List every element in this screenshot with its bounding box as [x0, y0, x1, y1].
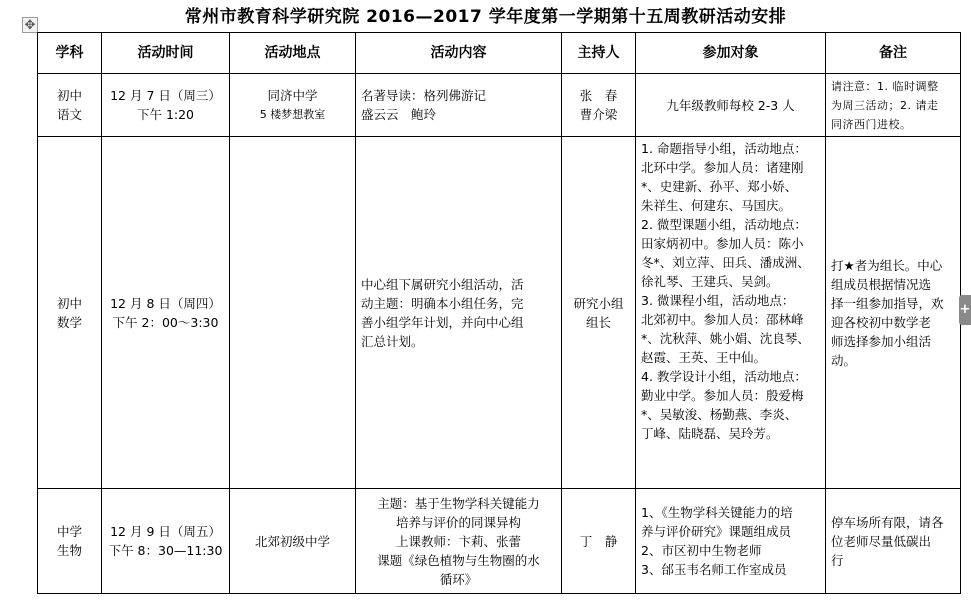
cell-time: 12 月 7 日（周三） 下午 1:20 [102, 74, 230, 137]
cell-place: 北郊初级中学 [230, 489, 356, 594]
page-title: 常州市教育科学研究院 2016—2017 学年度第一学期第十五周教研活动安排 [184, 7, 787, 27]
cell-note: 停车场所有限，请各 位老师尽量低碳出 行 [826, 489, 961, 594]
header-note: 备注 [826, 33, 961, 74]
cell-subject: 初中 语文 [38, 74, 102, 137]
header-time: 活动时间 [102, 33, 230, 74]
cell-place: 同济中学 5 楼梦想教室 [230, 74, 356, 137]
table-row [38, 489, 961, 594]
cell-note: 请注意：1. 临时调整 为周三活动；2. 请走 同济西门进校。 [826, 74, 961, 137]
cell-participants: 1. 命题指导小组，活动地点： 北环中学。参加人员：诸建刚 *、史建新、孙平、郑小娇、 朱祥生、何建东、马国庆。 2. 微型课题小组，活动地点： 田家炳初中。参加人员：陈小 冬*、刘立萍、田兵、潘成洲、 徐礼琴、王建兵、吴剑。 3. 微课程小组，活动地点： 北郊初中。参加人员：邵林峰 *、沈秋萍、姚小娟、沈良琴、 赵霞、王英、王中仙。 4. 教学设计小组，活动地点： 勤业中学。参加人员：殷爱梅 *、吴敏浚、杨勤燕、李炎、 丁峰、陆晓磊、吴玲芳。 [636, 137, 826, 489]
cell-content: 中心组下属研究小组活动，活 动主题：明确本小组任务，完 善小组学年计划，并向中心组 汇总计划。 [356, 137, 562, 489]
header-content: 活动内容 [356, 33, 562, 74]
cell-time: 12 月 8 日（周四） 下午 2：00～3:30 [102, 137, 230, 489]
cell-host: 丁 静 [562, 489, 636, 594]
cell-participants: 九年级教师每校 2-3 人 [636, 74, 826, 137]
header-place: 活动地点 [230, 33, 356, 74]
cell-note: 打★者为组长。中心 组成员根据情况选 择一组参加指导，欢 迎各校初中数学老 师选择参加小组活 动。 [826, 137, 961, 489]
header-subject: 学科 [38, 33, 102, 74]
cell-time: 12 月 9 日（周五） 下午 8：30—11:30 [102, 489, 230, 594]
table-row [38, 74, 961, 137]
header-participants: 参加对象 [636, 33, 826, 74]
cell-host: 研究小组 组长 [562, 137, 636, 489]
table-row [38, 137, 961, 489]
cell-subject: 初中 数学 [38, 137, 102, 489]
side-expand-tab[interactable]: + [959, 295, 971, 325]
header-row [38, 33, 961, 74]
cell-place [230, 137, 356, 489]
move-icon[interactable]: ✥ [22, 17, 38, 33]
header-host: 主持人 [562, 33, 636, 74]
cell-content: 主题：基于生物学科关键能力 培养与评价的同课异构 上课教师：卞莉、张蕾 课题《绿色植物与生物圈的水 循环》 [356, 489, 562, 594]
cell-content: 名著导读：格列佛游记 盛云云 鲍玲 [356, 74, 562, 137]
schedule-table [37, 32, 961, 594]
cell-participants: 1、《生物学科关键能力的培 养与评价研究》课题组成员 2、市区初中生物老师 3、邰玉韦名师工作室成员 [636, 489, 826, 594]
cell-subject: 中学 生物 [38, 489, 102, 594]
cell-host: 张 春 曹介梁 [562, 74, 636, 137]
